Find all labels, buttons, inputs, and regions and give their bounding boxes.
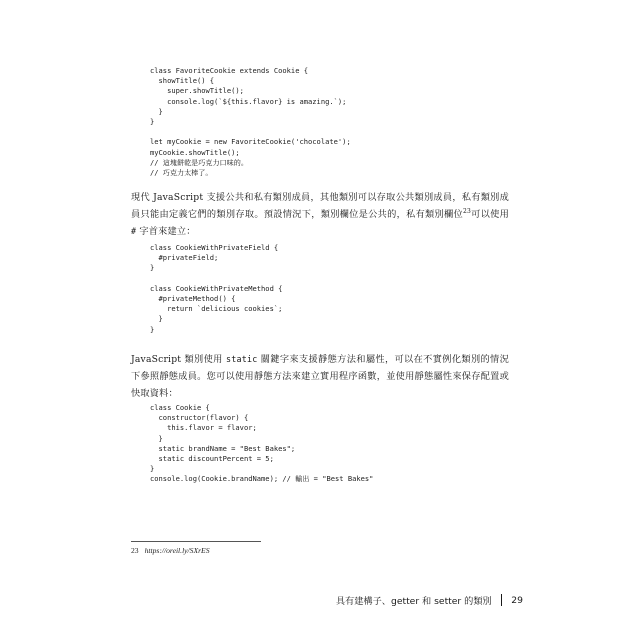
paragraph-text: 關鍵字來支援靜態方法和屬性，可以在不實例化類別的情況下參照靜態成員。您可以使用靜態方法來建立實用程序函數，並使用靜態屬性來保存配置或快取資料： xyxy=(131,354,509,400)
code-line: let myCookie = new FavoriteCookie('chocolate'); xyxy=(150,137,351,147)
code-line: showTitle() { xyxy=(150,76,215,86)
code-line: #privateMethod() { xyxy=(150,294,236,304)
code-line: constructor(flavor) { xyxy=(150,413,249,423)
page-number: 29 xyxy=(511,594,523,606)
code-line: myCookie.showTitle(); xyxy=(150,147,240,157)
code-line: class Cookie { xyxy=(150,403,210,412)
code-line: console.log(`${this.flavor} is amazing.`); xyxy=(150,96,347,106)
code-line: this.flavor = flavor; xyxy=(150,423,257,433)
footnote xyxy=(131,546,210,555)
paragraph-text: JavaScript 類別使用 xyxy=(131,354,226,365)
running-chapter-title: 具有建構子、getter 和 setter 的類別 xyxy=(335,596,492,607)
paragraph-class-members xyxy=(131,189,509,241)
code-line: class CookieWithPrivateMethod { xyxy=(150,283,283,293)
code-block-inheritance xyxy=(150,66,351,178)
page-footer xyxy=(336,593,523,607)
code-line: static brandName = "Best Bakes"; xyxy=(150,443,296,453)
inline-code: static xyxy=(225,354,258,364)
code-line: } xyxy=(150,433,163,443)
code-line: console.log(Cookie.brandName); // 輸出 = "Best Bakes" xyxy=(150,474,374,484)
footnote-link[interactable]: https://oreil.ly/SXrES xyxy=(144,546,210,555)
code-line: #privateField; xyxy=(150,253,219,263)
inline-code: # xyxy=(131,226,137,237)
footnote-number: 23 xyxy=(131,546,139,555)
code-line: class FavoriteCookie extends Cookie { xyxy=(150,66,309,75)
code-line: super.showTitle(); xyxy=(150,86,244,96)
paragraph-text: 可以使用 xyxy=(471,209,509,221)
code-line: } xyxy=(150,314,163,324)
code-line: } xyxy=(150,464,155,474)
code-line: } xyxy=(150,117,155,127)
footer-separator xyxy=(501,594,503,606)
code-line: // 這塊餅乾是巧克力口味的。 xyxy=(150,157,248,167)
code-line: } xyxy=(150,263,155,273)
code-block-private-members xyxy=(150,243,282,335)
code-line: class CookieWithPrivateField { xyxy=(150,243,279,252)
paragraph-text: 字首來建立： xyxy=(136,226,196,238)
footnote-divider xyxy=(131,541,261,542)
code-line: // 巧克力太棒了。 xyxy=(150,168,213,178)
paragraph-text: 現代 JavaScript 支援公共和私有類別成員，其他類別可以存取公共類別成員，私有類別成員只能由定義它們的類別存取。預設情況下，類別欄位是公共的，私有類別欄位 xyxy=(131,192,509,221)
code-block-static xyxy=(150,403,373,485)
code-line: return `delicious cookies`; xyxy=(150,304,283,314)
code-line: } xyxy=(150,106,163,116)
footnote-ref[interactable]: 23 xyxy=(463,208,472,216)
paragraph-static-members xyxy=(131,351,509,403)
code-line: } xyxy=(150,324,155,334)
code-line: static discountPercent = 5; xyxy=(150,454,274,464)
